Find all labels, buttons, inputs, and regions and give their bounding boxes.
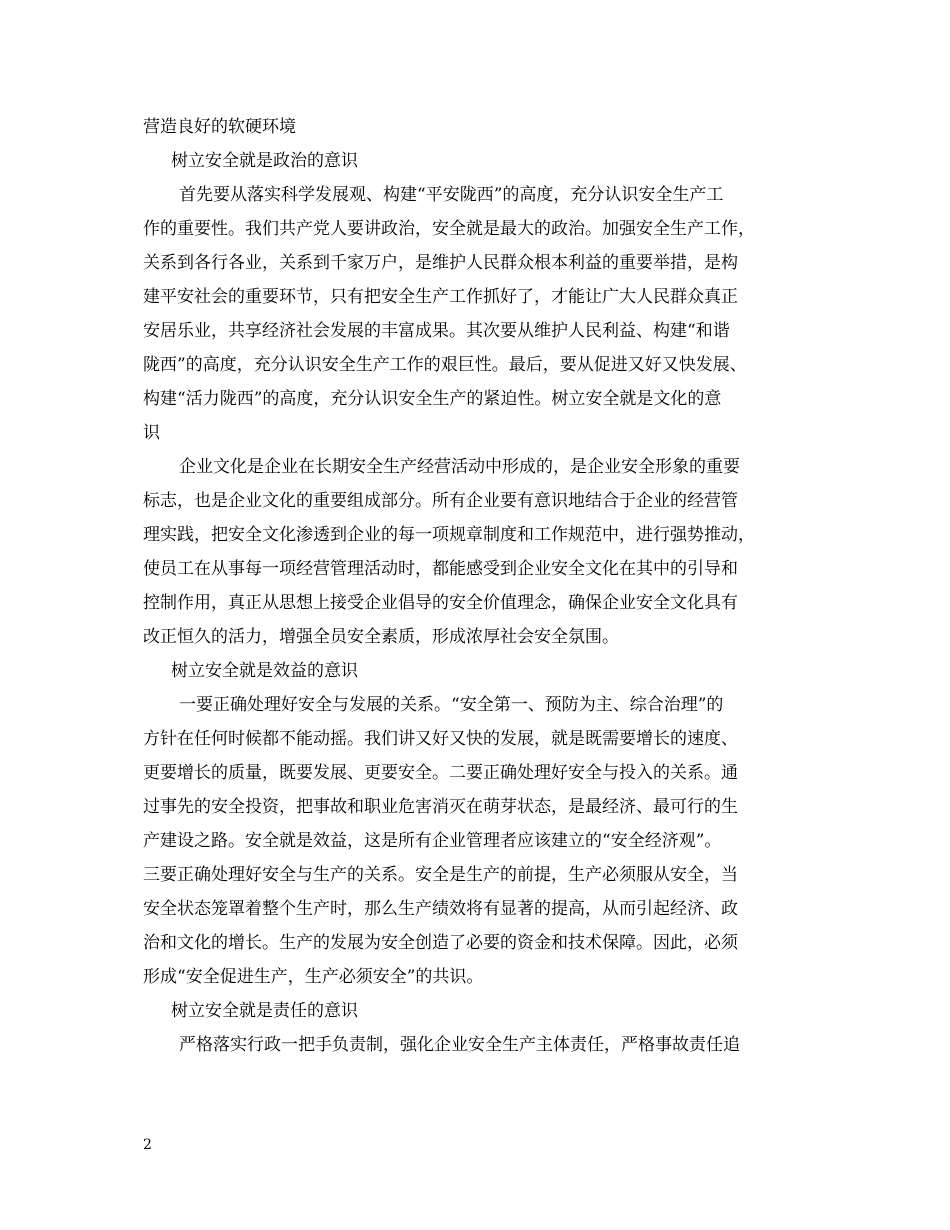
text-line: 三要正确处理好安全与生产的关系。安全是生产的前提，生产必须服从安全，当 xyxy=(143,865,738,885)
text-line: 方针在任何时候都不能动摇。我们讲又好又快的发展，就是既需要增长的速度、 xyxy=(143,729,738,749)
text-line: 理实践，把安全文化渗透到企业的每一项规章制度和工作规范中，进行强势推动， xyxy=(143,525,755,545)
section-heading: 树立安全就是效益的意识 xyxy=(171,661,358,681)
text-line: 严格落实行政一把手负责制，强化企业安全生产主体责任，严格事故责任追 xyxy=(179,1035,740,1055)
text-line: 作的重要性。我们共产党人要讲政治，安全就是最大的政治。加强安全生产工作， xyxy=(143,219,755,239)
text-line: 构建“活力陇西”的高度，充分认识安全生产的紧迫性。树立安全就是文化的意 xyxy=(143,389,722,409)
page-number: 2 xyxy=(143,1137,152,1153)
section-heading: 树立安全就是责任的意识 xyxy=(171,1001,358,1021)
text-line: 标志，也是企业文化的重要组成部分。所有企业要有意识地结合于企业的经营管 xyxy=(143,491,738,511)
text-line: 产建设之路。安全就是效益，这是所有企业管理者应该建立的“安全经济观”。 xyxy=(143,831,722,851)
text-line: 安居乐业，共享经济社会发展的丰富成果。其次要从维护人民利益、构建“和谐 xyxy=(143,321,730,341)
text-line: 使员工在从事每一项经营管理活动时，都能感受到企业安全文化在其中的引导和 xyxy=(143,559,738,579)
text-line: 改正恒久的活力，增强全员安全素质，形成浓厚社会安全氛围。 xyxy=(143,627,619,647)
text-line: 安全状态笼罩着整个生产时，那么生产绩效将有显著的提高，从而引起经济、政 xyxy=(143,899,738,919)
section-heading: 树立安全就是政治的意识 xyxy=(171,151,358,171)
text-line: 形成“安全促进生产，生产必须安全”的共识。 xyxy=(143,967,484,987)
text-line: 治和文化的增长。生产的发展为安全创造了必要的资金和技术保障。因此，必须 xyxy=(143,933,738,953)
document-body xyxy=(143,110,815,1062)
text-line: 营造良好的软硬环境 xyxy=(143,117,296,137)
text-line: 首先要从落实科学发展观、构建“平安陇西”的高度，充分认识安全生产工 xyxy=(179,185,724,205)
text-line: 建平安社会的重要环节，只有把安全生产工作抓好了，才能让广大人民群众真正 xyxy=(143,287,738,307)
text-line: 陇西”的高度，充分认识安全生产工作的艰巨性。最后，要从促进又好又快发展、 xyxy=(143,355,747,375)
text-line: 关系到各行各业，关系到千家万户，是维护人民群众根本利益的重要举措，是构 xyxy=(143,253,738,273)
text-line: 企业文化是企业在长期安全生产经营活动中形成的，是企业安全形象的重要 xyxy=(179,457,740,477)
text-line: 控制作用，真正从思想上接受企业倡导的安全价值理念，确保企业安全文化具有 xyxy=(143,593,738,613)
text-line: 过事先的安全投资，把事故和职业危害消灭在萌芽状态，是最经济、最可行的生 xyxy=(143,797,738,817)
text-line: 一要正确处理好安全与发展的关系。“安全第一、预防为主、综合治理”的 xyxy=(179,695,724,715)
text-line: 识 xyxy=(143,423,160,443)
text-line: 更要增长的质量，既要发展、更要安全。二要正确处理好安全与投入的关系。通 xyxy=(143,763,738,783)
